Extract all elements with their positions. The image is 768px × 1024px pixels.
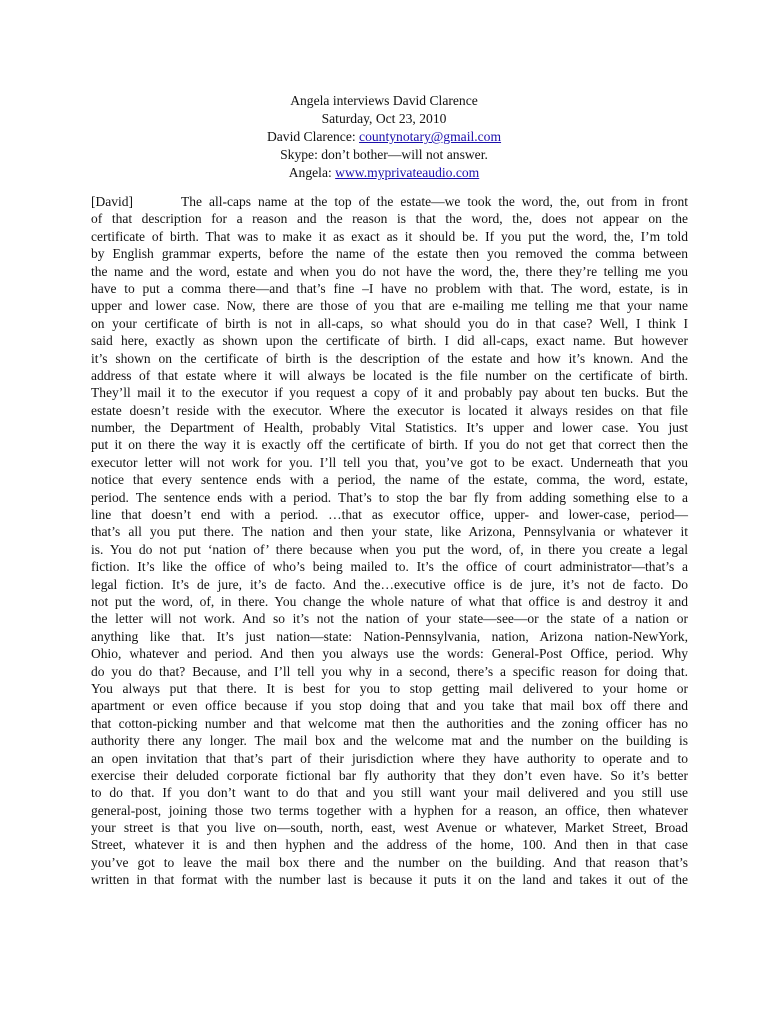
transcript-line: They’ll mail it to the executor if you request a copy of it and probably pay about ten bucks. But the — [91, 385, 688, 401]
angela-label: Angela: — [288, 165, 336, 180]
transcript-line: have to put a comma there—and that’s fine –I have no problem with that. The word, estate, is in — [91, 280, 688, 296]
transcript-line: that cotton-picking number and that welcome mat then the authorities and the zoning officer has no — [91, 715, 688, 731]
transcript-line: Street, whatever it is and then hyphen and the address of the home, 100. And then in that case — [91, 837, 688, 853]
transcript-line: authority there any longer. The mail box and the welcome mat and the number on the building is — [91, 733, 688, 749]
transcript-lines — [91, 210, 688, 888]
transcript-line: apartment or even office because if you stop doing that and you take that mail box off there and — [91, 698, 688, 714]
transcript-line: upper and lower case. Now, there are those of you that are e-mailing me telling me that your name — [91, 298, 688, 314]
transcript-line: an open invitation that that’s part of their jurisdiction where they have authority to operate and to — [91, 750, 688, 766]
transcript-line: written in that format with the number last is because it puts it on the land and takes it out of the — [91, 872, 688, 888]
contact-label: David Clarence: — [266, 129, 360, 144]
transcript-line: the letter will not work. And so it’s not the nation of your state—see—or the state of a nation or — [91, 611, 688, 627]
interview-date: Saturday, Oct 23, 2010 — [321, 111, 447, 126]
transcript-line: You always put that there. It is best for you to stop getting mail delivered to your home or — [91, 680, 688, 696]
transcript-line: it’s shown on the certificate of birth is the description of the estate and how it’s known. And the — [91, 350, 688, 366]
transcript-line: not put the word, of, in there. You change the whole nature of what that office is and destroy it and — [91, 593, 688, 609]
transcript-line: anything like that. It’s just nation—state: Nation-Pennsylvania, nation, Arizona nation-NewYork, — [91, 628, 688, 644]
transcript-line: general-post, joining those two terms together with a hyphen for a reason, an office, then whatever — [91, 802, 688, 818]
transcript-line: your street is that you live on—south, north, east, west Avenue or whatever, Market Street, Broad — [91, 820, 688, 836]
first-line-text: The all-caps name at the top of the estate—we took the word, the, out from in front — [181, 194, 688, 209]
transcript-body — [91, 193, 688, 889]
transcript-line: legal fiction. It’s de jure, it’s de facto. And the…executive office is de jure, it’s not de facto. Do — [91, 576, 688, 592]
contact-line — [0, 128, 768, 146]
skype-line: Skype: don’t bother—will not answer. — [280, 147, 488, 162]
transcript-line: Ohio, whatever and period. And then you always use the words: General-Post Office, period. Why — [91, 646, 688, 662]
speaker-label: [David] — [91, 194, 133, 209]
transcript-line: address of that estate where it will always be located is the file number on the certificate of birth. — [91, 367, 688, 383]
transcript-line: of that description for a reason and the reason is that the word, the, does not appear on the — [91, 211, 688, 227]
transcript-line: estate doesn’t reside with the executor. Where the executor is located it always resides on that file — [91, 402, 688, 418]
transcript-line: exercise their deluded corporate fictional bar fly authority that they don’t even have. So it’s better — [91, 767, 688, 783]
transcript-line: that’s all you put there. The nation and then your state, like Arizona, Pennsylvania or whatever it — [91, 524, 688, 540]
document-header — [0, 92, 768, 182]
transcript-first-line — [91, 193, 688, 210]
document-title: Angela interviews David Clarence — [290, 93, 478, 108]
website-link[interactable]: www.myprivateaudio.com — [335, 165, 480, 180]
transcript-line: executor letter will not work for you. I’ll tell you that, you’ve got to be exact. Underneath that you — [91, 454, 688, 470]
transcript-line: by English grammar experts, before the name of the estate then you removed the comma between — [91, 246, 688, 262]
email-link[interactable]: countynotary@gmail.com — [359, 129, 502, 144]
angela-line — [0, 164, 768, 182]
transcript-line: notice that every sentence ends with a period, the name of the estate, comma, the word, estate, — [91, 472, 688, 488]
transcript-line: the name and the word, estate and when you do not have the word, the, there they’re telling me you — [91, 263, 688, 279]
transcript-line: put it on there the way it is exactly off the certificate of birth. If you do not get that correct then the — [91, 437, 688, 453]
transcript-line: number, the Department of Health, probably Vital Statistics. It’s upper and lower case. You just — [91, 420, 688, 436]
transcript-line: on your certificate of birth is not in all-caps, so what should you do in that case? Well, I think I — [91, 315, 688, 331]
transcript-line: you’ve got to leave the mail box there and the number on the building. And that reason that’s — [91, 854, 688, 870]
transcript-line: fiction. It’s like the office of who’s being mailed to. It’s the office of court administrator—that’s a — [91, 559, 688, 575]
transcript-line: certificate of birth. That was to make it as exact as it should be. If you put the word, the, I’m told — [91, 228, 688, 244]
transcript-line: period. The sentence ends with a period. That’s to stop the bar fly from adding something else to a — [91, 489, 688, 505]
transcript-line: to do that. If you don’t want to do that and you still want your mail delivered and you still use — [91, 785, 688, 801]
transcript-line: do you do that? Because, and I’ll tell you why in a second, there’s a specific reason for doing that. — [91, 663, 688, 679]
transcript-line: is. You do not put ‘nation of’ there because when you put the word, of, in there you create a legal — [91, 541, 688, 557]
transcript-line: said here, exactly as shown upon the certificate of birth. I did all-caps, exact name. But however — [91, 333, 688, 349]
transcript-line: line that doesn’t end with a period. …that as executor office, upper- and lower-case, period— — [91, 507, 688, 523]
